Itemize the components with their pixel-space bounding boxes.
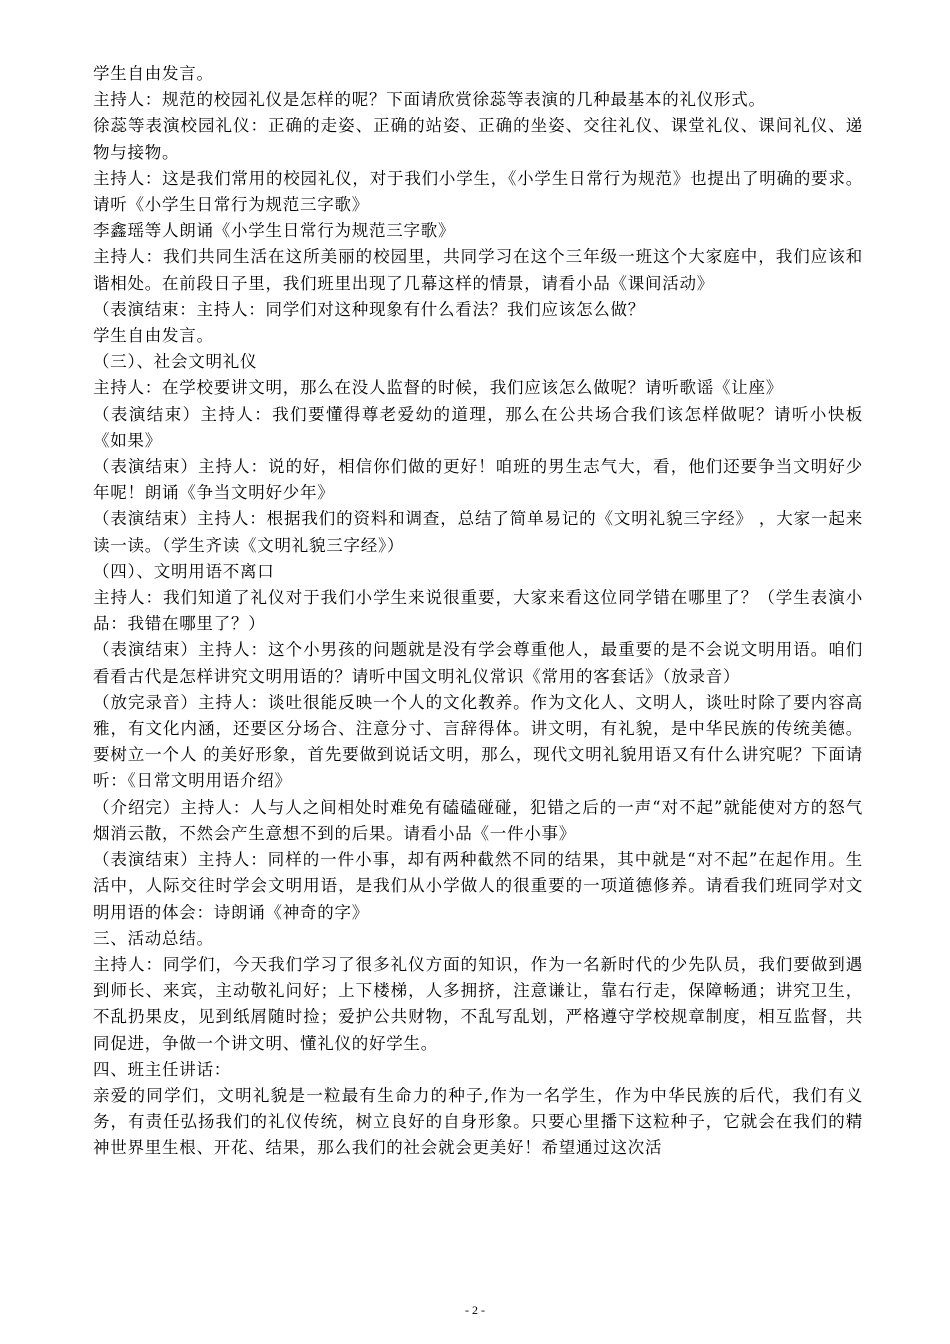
paragraph: 徐蕊等表演校园礼仪：正确的走姿、正确的站姿、正确的坐姿、交往礼仪、课堂礼仪、课间礼仪、递物与接物。 [93,116,863,162]
section-heading: 三、活动总结。 [93,928,214,948]
document-body [93,61,863,1162]
paragraph: 主持人：这是我们常用的校园礼仪，对于我们小学生，《小学生日常行为规范》也提出了明确的要求。请听《小学生日常行为规范三字歌》 [93,168,863,215]
paragraph: （表演结束：主持人：同学们对这种现象有什么看法？我们应该怎么做？ [93,299,645,319]
paragraph: 主持人：我们共同生活在这所美丽的校园里，共同学习在这个三年级一班这个大家庭中，我们应该和谐相处。在前段日子里，我们班里出现了几幕这样的情景，请看小品《课间活动》 [93,247,863,293]
page-number: - 2 - [465,1303,485,1317]
paragraph: 学生自由发言。 [93,326,214,346]
paragraph: （放完录音）主持人：谈吐很能反映一个人的文化教养。作为文化人、文明人，谈吐时除了要内容高雅，有文化内涵，还要区分场合、注意分寸、言辞得体。讲文明，有礼貌，是中华民族的传统美德。要树立一个人 的美好形象，首先要做到说话文明，那么，现代文明礼貌用语又有什么讲究呢？下面请听：《日常文明用语介绍》 [93,692,863,791]
section-heading: 四、班主任讲话： [93,1059,231,1079]
paragraph: （介绍完）主持人：人与人之间相处时难免有磕磕碰碰，犯错之后的一声“对不起”就能使对方的怒气烟消云散，不然会产生意想不到的后果。请看小品《一件小事》 [93,797,863,843]
paragraph: 亲爱的同学们，文明礼貌是一粒最有生命力的种子,作为一名学生，作为中华民族的后代，我们有义务，有责任弘扬我们的礼仪传统，树立良好的自身形象。只要心里播下这粒种子，它就会在我们的精神世界里生根、开花、结果，那么我们的社会就会更美好！希望通过这次活 [93,1085,863,1158]
paragraph: 主持人：同学们，今天我们学习了很多礼仪方面的知识，作为一名新时代的少先队员，我们要做到遇到师长、来宾，主动敬礼问好；上下楼梯，人多拥挤，注意谦让，靠右行走，保障畅通；讲究卫生，不乱扔果皮，见到纸屑随时捡；爱护公共财物，不乱写乱划，严格遵守学校规章制度，相互监督，共同促进，争做一个讲文明、懂礼仪的好学生。 [93,954,863,1053]
section-heading: （三）、社会文明礼仪 [93,352,258,372]
paragraph: 主持人：我们知道了礼仪对于我们小学生来说很重要，大家来看这位同学错在哪里了？（学生表演小品：我错在哪里了？） [93,588,863,634]
paragraph: 主持人：规范的校园礼仪是怎样的呢？下面请欣赏徐蕊等表演的几种最基本的礼仪形式。 [93,90,766,110]
paragraph: 李鑫瑶等人朗诵《小学生日常行为规范三字歌》 [93,221,456,241]
paragraph: （表演结束）主持人：这个小男孩的问题就是没有学会尊重他人，最重要的是不会说文明用语。咱们看看古代是怎样讲究文明用语的？请听中国文明礼仪常识《常用的客套话》（放录音） [93,640,863,686]
paragraph: （表演结束）主持人：说的好，相信你们做的更好！咱班的男生志气大，看，他们还要争当文明好少年呢！朗诵《争当文明好少年》 [93,457,863,503]
paragraph: （表演结束）主持人：同样的一件小事，却有两种截然不同的结果，其中就是“对不起”在起作用。生活中，人际交往时学会文明用语，是我们从小学做人的很重要的一项道德修养。请看我们班同学对文明用语的体会：诗朗诵《神奇的字》 [93,850,863,922]
paragraph: （表演结束）主持人：根据我们的资料和调查，总结了简单易记的《文明礼貌三字经》 ，大家一起来读一读。（学生齐读《文明礼貌三字经》） [93,509,863,555]
section-heading: （四）、文明用语不离口 [93,561,275,581]
paragraph: 学生自由发言。 [93,64,214,83]
paragraph: 主持人：在学校要讲文明，那么在没人监督的时候，我们应该怎么做呢？请听歌谣《让座》 [93,378,783,398]
paragraph: （表演结束）主持人：我们要懂得尊老爱幼的道理，那么在公共场合我们该怎样做呢？请听小快板《如果》 [93,404,863,450]
